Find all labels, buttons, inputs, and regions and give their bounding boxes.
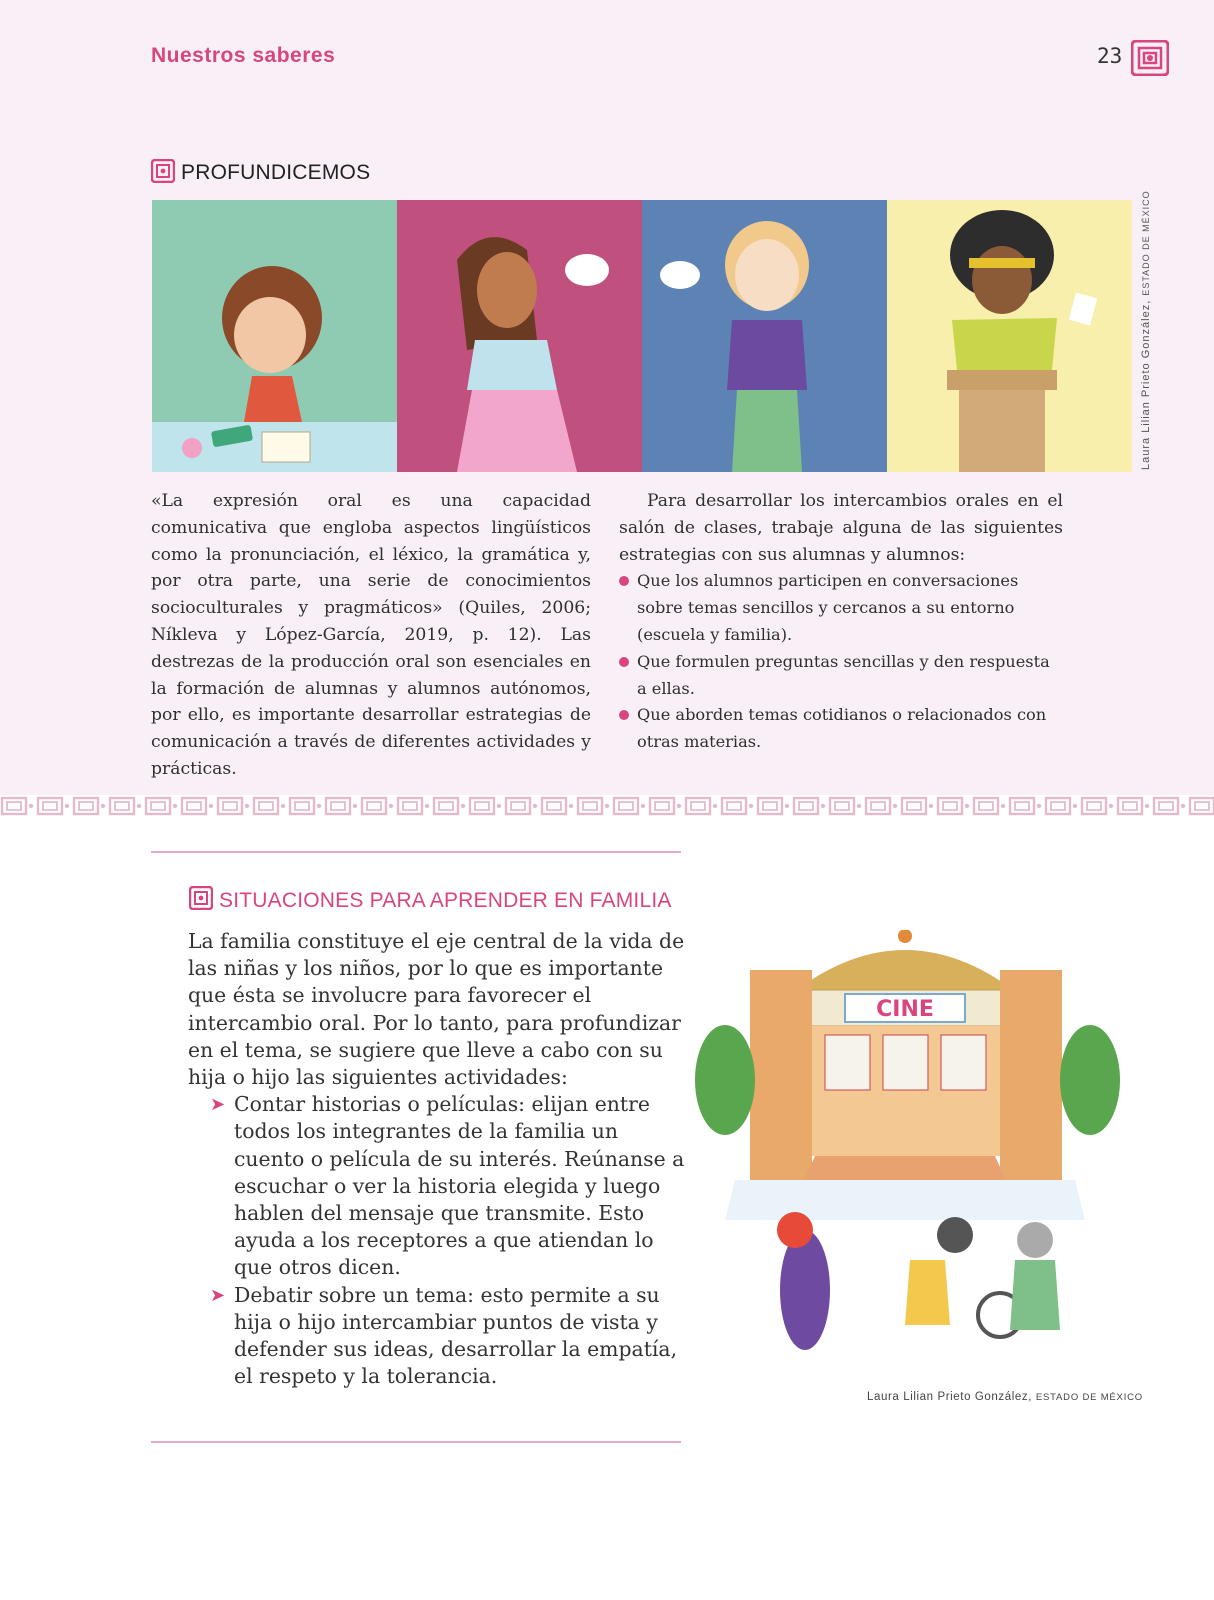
panel-girl-speaking [397, 200, 642, 472]
bullet-icon [619, 710, 629, 720]
arrow-bullet-icon: ➤ [210, 1284, 226, 1306]
fret-ornament-icon [189, 886, 213, 910]
illustration-credit-vertical [1140, 190, 1152, 470]
credit-name: Laura Lilian Prieto González, [867, 1391, 1033, 1403]
bullet-icon [619, 657, 629, 667]
cinema-sign-text: CINE [876, 997, 934, 1022]
quote-paragraph: «La expresión oral es una capacidad comunicativa que engloba aspectos lingüísticos como la pronunciación, el léxico, la gramática y, por otra parte, una serie de conocimientos socioculturales y pragmáticos» (Quiles, 2006; Níkleva y López-García, 2019, p. 12). Las destrezas de la producción oral son esenciales en la formación de alumnas y alumnos autónomos, por ello, es importante desarrollar estrategias de comunicación a través de diferentes actividades y prácticas. [151, 491, 591, 779]
girl-speaking-illustration [397, 200, 642, 472]
panel-teacher-speaking [642, 200, 887, 472]
list-item: ➤ Contar historias o películas: elijan entre todos los integrantes de la familia un cuento o película de su interés. Reúnanse a escuchar o ver la historia elegida y luego hablen del mensaje que transmite. Esto ayuda a los receptores a que atiendan lo que otros dicen. [210, 1092, 685, 1280]
teacher-speaking-illustration [642, 200, 887, 472]
boy-writing-illustration [152, 200, 397, 472]
bullet-icon [619, 576, 629, 586]
list-item: ➤ Debatir sobre un tema: esto permite a su hija o hijo intercambiar puntos de vista y defender sus ideas, desarrollar la empatía, el respeto y la tolerancia. [210, 1282, 678, 1389]
section-rule-top [151, 851, 681, 853]
section-title-familia: SITUACIONES PARA APRENDER EN FAMILIA [219, 889, 672, 912]
credit-name: Laura Lilian Prieto González, [1140, 299, 1152, 470]
strategies-column [619, 488, 1063, 756]
decorative-fret-border [0, 794, 1214, 818]
panel-student-at-podium [887, 200, 1132, 472]
page-number: 23 [1097, 44, 1123, 68]
list-item: Que aborden temas cotidianos o relacionados con otras materias. [619, 702, 1063, 756]
fret-ornament-icon [151, 159, 175, 183]
quote-column [151, 488, 591, 783]
strategies-list [619, 568, 1063, 756]
list-item: Que formulen preguntas sencillas y den respuesta a ellas. [619, 649, 1063, 703]
credit-place: ESTADO DE MÉXICO [1035, 1392, 1143, 1403]
student-podium-illustration [887, 200, 1132, 472]
running-head: Nuestros saberes [151, 44, 336, 67]
list-item: Que los alumnos participen en conversaciones sobre temas sencillos y cercanos a su entorno (escuela y familia). [619, 568, 1063, 648]
family-section-text [188, 928, 688, 1390]
section-rule-bottom [151, 1441, 681, 1443]
cinema-family-illustration [695, 930, 1125, 1370]
fret-ornament-icon [1131, 40, 1169, 76]
credit-place: ESTADO DE MÉXICO [1141, 190, 1151, 296]
family-intro: La familia constituye el eje central de la vida de las niñas y los niños, por lo que es importante que ésta se involucre para favorecer el intercambio oral. Por lo tanto, para profundizar en el tema, se sugiere que lleve a cabo con su hija o hijo las siguientes actividades: [188, 929, 685, 1090]
family-activities-list [188, 1091, 688, 1390]
panel-boy-writing [152, 200, 397, 472]
arrow-bullet-icon: ➤ [210, 1094, 226, 1116]
strategies-intro: Para desarrollar los intercambios orales en el salón de clases, trabaje alguna de las siguientes estrategias con sus alumnas y alumnos: [619, 491, 1063, 565]
section-title-profundicemos: PROFUNDICEMOS [181, 161, 371, 184]
illustration-strip [152, 200, 1132, 472]
cinema-illustration-credit [867, 1391, 1143, 1403]
